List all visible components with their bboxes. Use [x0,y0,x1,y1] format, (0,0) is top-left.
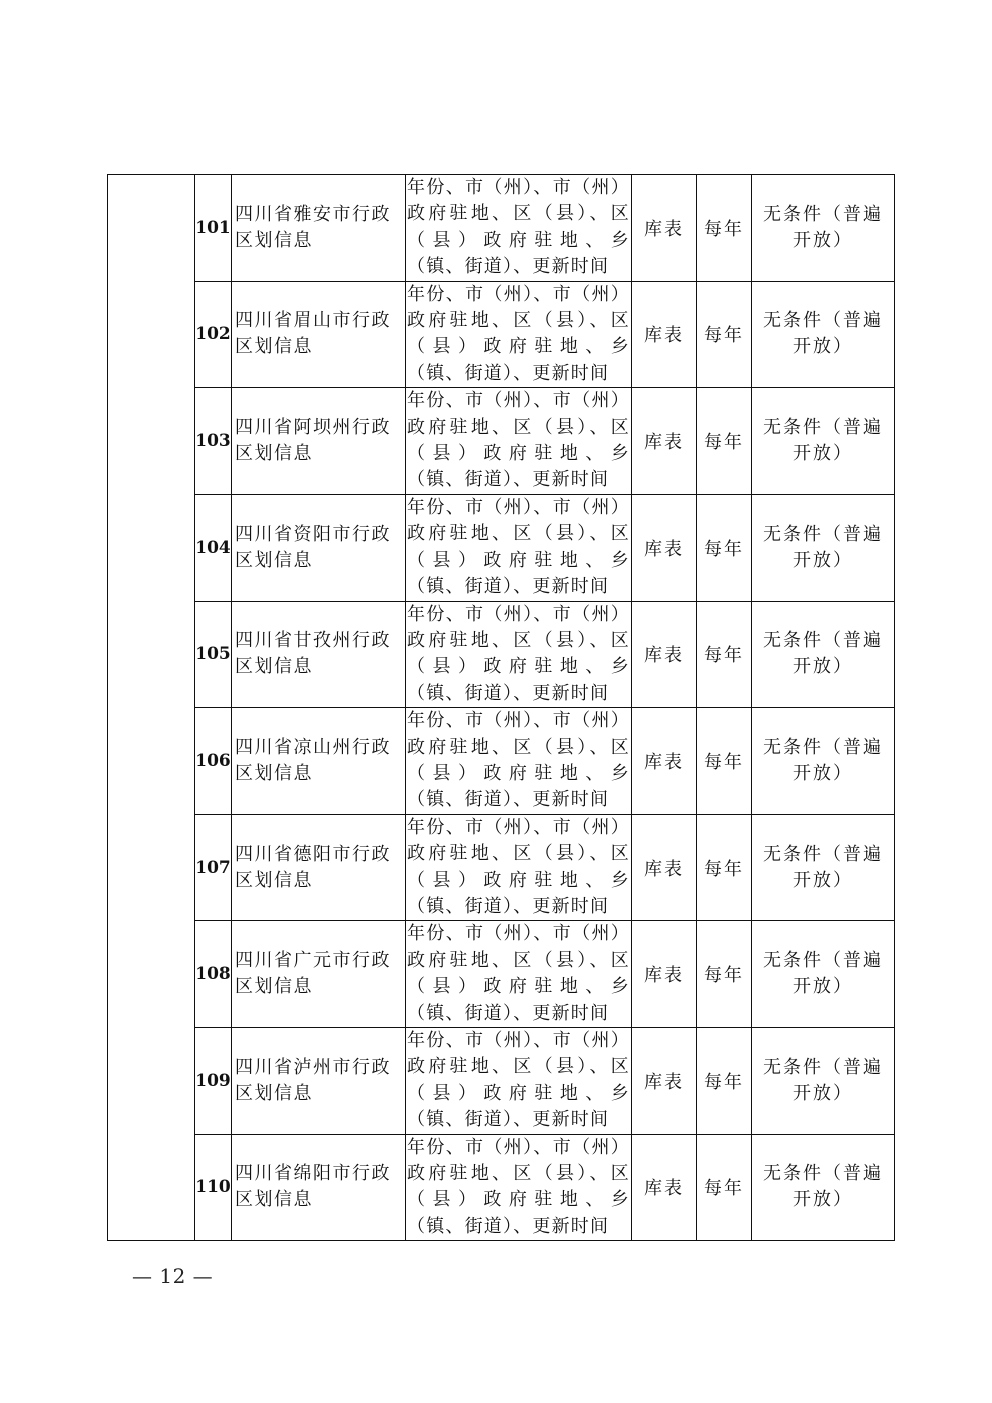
update-frequency: 每年 [697,175,752,282]
table-row [108,175,895,282]
resource-type: 库表 [632,1134,697,1241]
openness-type: 无条件（普遍开放） [752,921,895,1028]
dataset-name: 四川省泸州市行政区划信息 [232,1028,406,1135]
page-number: — 12 — [132,1264,214,1288]
row-number: 103 [195,388,232,495]
table-row [108,921,895,1028]
table-row [108,494,895,601]
dataset-fields: 年份、市（州）、市（州）政府驻地、区（县）、区（县）政府驻地、乡（镇、街道）、更新时间 [406,1134,632,1241]
dataset-fields: 年份、市（州）、市（州）政府驻地、区（县）、区（县）政府驻地、乡（镇、街道）、更新时间 [406,388,632,495]
table-row [108,708,895,815]
row-number: 109 [195,1028,232,1135]
table-row [108,388,895,495]
openness-type: 无条件（普遍开放） [752,601,895,708]
dataset-fields: 年份、市（州）、市（州）政府驻地、区（县）、区（县）政府驻地、乡（镇、街道）、更新时间 [406,708,632,815]
update-frequency: 每年 [697,1028,752,1135]
resource-type: 库表 [632,494,697,601]
data-catalog-table [107,174,895,1241]
dataset-name: 四川省雅安市行政区划信息 [232,175,406,282]
resource-type: 库表 [632,281,697,388]
table-row [108,1134,895,1241]
dataset-fields: 年份、市（州）、市（州）政府驻地、区（县）、区（县）政府驻地、乡（镇、街道）、更新时间 [406,601,632,708]
dataset-name: 四川省广元市行政区划信息 [232,921,406,1028]
openness-type: 无条件（普遍开放） [752,1134,895,1241]
dataset-name: 四川省德阳市行政区划信息 [232,814,406,921]
dataset-fields: 年份、市（州）、市（州）政府驻地、区（县）、区（县）政府驻地、乡（镇、街道）、更新时间 [406,814,632,921]
table-row [108,1028,895,1135]
dataset-name: 四川省眉山市行政区划信息 [232,281,406,388]
resource-type: 库表 [632,1028,697,1135]
row-number: 108 [195,921,232,1028]
openness-type: 无条件（普遍开放） [752,175,895,282]
resource-type: 库表 [632,175,697,282]
table-row [108,601,895,708]
openness-type: 无条件（普遍开放） [752,494,895,601]
dataset-name: 四川省绵阳市行政区划信息 [232,1134,406,1241]
update-frequency: 每年 [697,281,752,388]
resource-type: 库表 [632,708,697,815]
update-frequency: 每年 [697,921,752,1028]
row-number: 104 [195,494,232,601]
dataset-name: 四川省甘孜州行政区划信息 [232,601,406,708]
category-cell [108,175,195,1241]
row-number: 102 [195,281,232,388]
openness-type: 无条件（普遍开放） [752,814,895,921]
table-row [108,814,895,921]
openness-type: 无条件（普遍开放） [752,388,895,495]
dataset-fields: 年份、市（州）、市（州）政府驻地、区（县）、区（县）政府驻地、乡（镇、街道）、更新时间 [406,921,632,1028]
dataset-fields: 年份、市（州）、市（州）政府驻地、区（县）、区（县）政府驻地、乡（镇、街道）、更新时间 [406,281,632,388]
resource-type: 库表 [632,921,697,1028]
dataset-fields: 年份、市（州）、市（州）政府驻地、区（县）、区（县）政府驻地、乡（镇、街道）、更新时间 [406,1028,632,1135]
row-number: 110 [195,1134,232,1241]
row-number: 101 [195,175,232,282]
dataset-fields: 年份、市（州）、市（州）政府驻地、区（县）、区（县）政府驻地、乡（镇、街道）、更新时间 [406,494,632,601]
dataset-fields: 年份、市（州）、市（州）政府驻地、区（县）、区（县）政府驻地、乡（镇、街道）、更新时间 [406,175,632,282]
resource-type: 库表 [632,601,697,708]
update-frequency: 每年 [697,814,752,921]
row-number: 107 [195,814,232,921]
update-frequency: 每年 [697,601,752,708]
dataset-name: 四川省凉山州行政区划信息 [232,708,406,815]
openness-type: 无条件（普遍开放） [752,1028,895,1135]
resource-type: 库表 [632,388,697,495]
update-frequency: 每年 [697,494,752,601]
update-frequency: 每年 [697,708,752,815]
openness-type: 无条件（普遍开放） [752,281,895,388]
update-frequency: 每年 [697,388,752,495]
table-body [108,175,895,1241]
row-number: 106 [195,708,232,815]
update-frequency: 每年 [697,1134,752,1241]
dataset-name: 四川省阿坝州行政区划信息 [232,388,406,495]
table-row [108,281,895,388]
openness-type: 无条件（普遍开放） [752,708,895,815]
dataset-name: 四川省资阳市行政区划信息 [232,494,406,601]
resource-type: 库表 [632,814,697,921]
row-number: 105 [195,601,232,708]
